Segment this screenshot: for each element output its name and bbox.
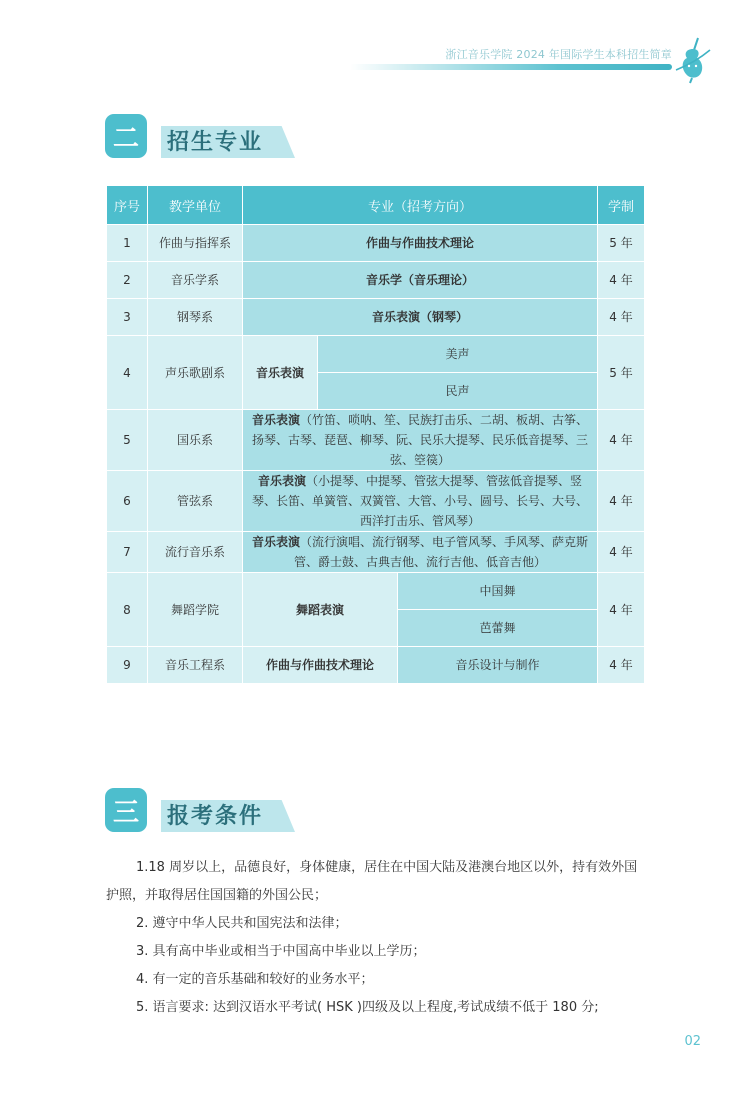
row-num: 1 xyxy=(107,225,148,262)
row-num: 4 xyxy=(107,336,148,410)
row-years: 4 年 xyxy=(598,410,645,471)
row-num: 6 xyxy=(107,471,148,532)
table-row xyxy=(107,336,645,373)
major-detail: （竹笛、唢呐、笙、民族打击乐、二胡、板胡、古筝、扬琴、古琴、琵琶、柳琴、阮、民乐大提琴、民乐低音提琴、三弦、箜篌） xyxy=(251,413,589,467)
row-years: 4 年 xyxy=(598,573,645,647)
page-number: 02 xyxy=(684,1034,701,1049)
row-years: 4 年 xyxy=(598,299,645,336)
row-major xyxy=(243,532,598,573)
major-detail: （小提琴、中提琴、管弦大提琴、管弦低音提琴、竖琴、长笛、单簧管、双簧管、大管、小号、圆号、长号、大号、西洋打击乐、管风琴） xyxy=(251,474,588,528)
header-num: 序号 xyxy=(107,186,148,225)
table-row xyxy=(107,647,645,684)
section-title: 报考条件 xyxy=(167,803,264,829)
section-heading-majors xyxy=(105,114,305,162)
row-years: 4 年 xyxy=(598,532,645,573)
row-dept: 声乐歌剧系 xyxy=(148,336,243,410)
requirement-item: 1.18 周岁以上，品德良好，身体健康，居住在中国大陆及港澳台地区以外，持有效外国护照，并取得居住国国籍的外国公民； xyxy=(106,860,638,903)
row-direction: 民声 xyxy=(318,373,598,410)
section-number: 三 xyxy=(105,788,147,832)
header-dept: 教学单位 xyxy=(148,186,243,225)
section-heading-requirements xyxy=(105,788,305,836)
row-direction: 中国舞 xyxy=(398,573,598,610)
row-dept: 音乐工程系 xyxy=(148,647,243,684)
row-years: 5 年 xyxy=(598,336,645,410)
table-row xyxy=(107,262,645,299)
majors-table xyxy=(106,185,645,684)
table-row xyxy=(107,410,645,471)
section-title: 招生专业 xyxy=(167,129,264,155)
header-rule xyxy=(350,64,672,70)
header-major: 专业（招考方向） xyxy=(243,186,598,225)
row-num: 8 xyxy=(107,573,148,647)
requirement-item: 2. 遵守中华人民共和国宪法和法律； xyxy=(136,916,348,931)
row-major: 舞蹈表演 xyxy=(243,573,398,647)
table-header-row xyxy=(107,186,645,225)
row-major xyxy=(243,410,598,471)
row-years: 4 年 xyxy=(598,647,645,684)
row-direction: 芭蕾舞 xyxy=(398,610,598,647)
row-years: 4 年 xyxy=(598,471,645,532)
table-row xyxy=(107,225,645,262)
cello-icon xyxy=(672,36,712,84)
row-dept: 流行音乐系 xyxy=(148,532,243,573)
header-title: 浙江音乐学院 2024 年国际学生本科招生简章 xyxy=(445,48,672,61)
row-num: 5 xyxy=(107,410,148,471)
header-years: 学制 xyxy=(598,186,645,225)
row-major: 作曲与作曲技术理论 xyxy=(243,647,398,684)
row-num: 7 xyxy=(107,532,148,573)
row-direction: 音乐设计与制作 xyxy=(398,647,598,684)
row-dept: 管弦系 xyxy=(148,471,243,532)
row-dept: 国乐系 xyxy=(148,410,243,471)
requirement-item: 3. 具有高中毕业或相当于中国高中毕业以上学历； xyxy=(136,944,426,959)
row-major: 音乐学（音乐理论） xyxy=(243,262,598,299)
section-number: 二 xyxy=(105,114,147,158)
major-name: 音乐表演 xyxy=(257,474,306,488)
requirement-item: 4. 有一定的音乐基础和较好的业务水平； xyxy=(136,972,374,987)
row-num: 9 xyxy=(107,647,148,684)
major-name: 音乐表演 xyxy=(251,535,300,549)
requirements-list xyxy=(106,854,640,1022)
row-dept: 钢琴系 xyxy=(148,299,243,336)
table-row xyxy=(107,573,645,610)
table-row xyxy=(107,471,645,532)
row-num: 2 xyxy=(107,262,148,299)
row-years: 5 年 xyxy=(598,225,645,262)
requirement-item: 5. 语言要求: 达到汉语水平考试( HSK )四级及以上程度,考试成绩不低于 180 分; xyxy=(136,1000,599,1015)
major-detail: （流行演唱、流行钢琴、电子管风琴、手风琴、萨克斯管、爵士鼓、古典吉他、流行吉他、低音吉他） xyxy=(293,535,589,569)
row-major xyxy=(243,471,598,532)
row-direction: 美声 xyxy=(318,336,598,373)
row-num: 3 xyxy=(107,299,148,336)
row-major: 作曲与作曲技术理论 xyxy=(243,225,598,262)
major-name: 音乐表演 xyxy=(251,413,300,427)
table-row xyxy=(107,299,645,336)
row-years: 4 年 xyxy=(598,262,645,299)
row-major: 音乐表演 xyxy=(243,336,318,410)
row-dept: 作曲与指挥系 xyxy=(148,225,243,262)
table-row xyxy=(107,532,645,573)
row-major: 音乐表演（钢琴） xyxy=(243,299,598,336)
row-dept: 舞蹈学院 xyxy=(148,573,243,647)
row-dept: 音乐学系 xyxy=(148,262,243,299)
